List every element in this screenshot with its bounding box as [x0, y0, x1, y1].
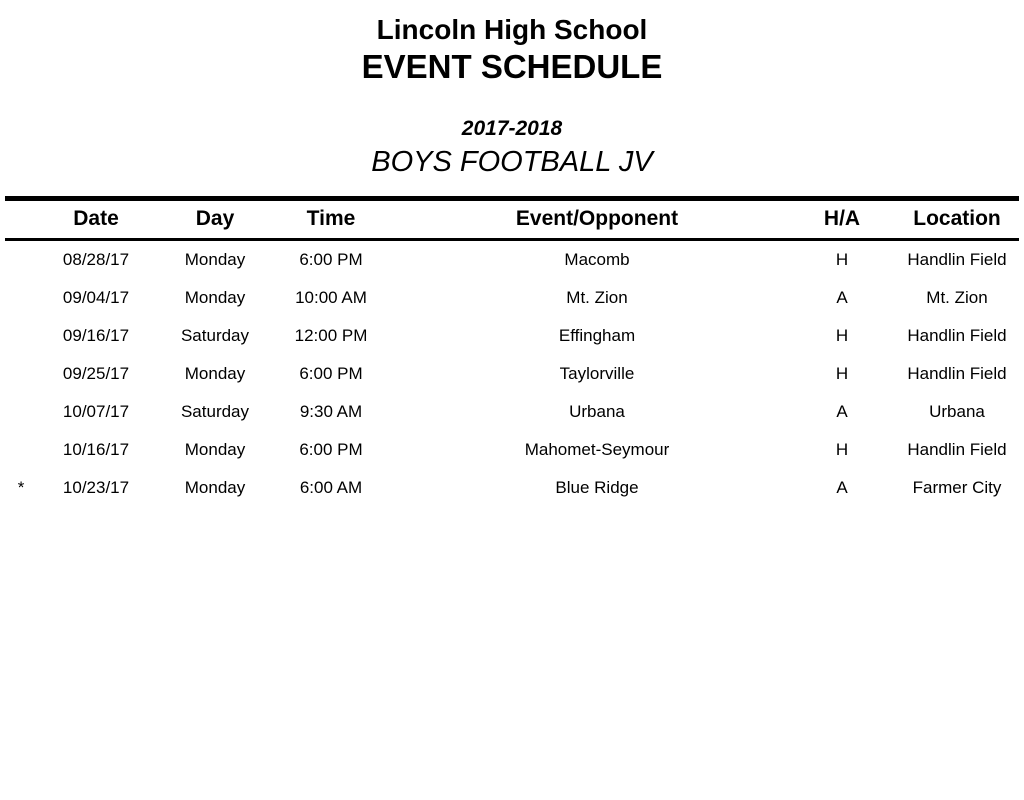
row-day: Saturday [180, 402, 250, 422]
row-day: Monday [184, 440, 246, 460]
row-location: Urbana [929, 402, 985, 422]
column-header-star [5, 201, 37, 238]
column-header-ha: H/A [823, 207, 861, 231]
schedule-body-table [5, 241, 1024, 507]
table-row [5, 393, 1024, 431]
team-label: BOYS FOOTBALL JV [371, 146, 653, 179]
row-time: 10:00 AM [295, 288, 367, 308]
row-event: Macomb [564, 250, 630, 270]
row-day: Monday [184, 288, 246, 308]
row-time: 6:00 PM [299, 250, 363, 270]
row-date: 10/16/17 [62, 440, 130, 460]
row-date: 10/23/17 [62, 478, 130, 498]
row-time: 6:00 PM [299, 364, 363, 384]
table-row [5, 241, 1024, 279]
schedule-table [5, 201, 1024, 238]
table-row [5, 279, 1024, 317]
row-date: 09/04/17 [62, 288, 130, 308]
table-header-row [5, 201, 1024, 238]
column-header-date: Date [73, 207, 119, 231]
row-time: 6:00 PM [299, 440, 363, 460]
row-location: Farmer City [912, 478, 1002, 498]
row-event: Blue Ridge [555, 478, 639, 498]
row-day: Monday [184, 364, 246, 384]
table-row [5, 355, 1024, 393]
row-ha: A [836, 288, 848, 308]
column-header-day: Day [195, 207, 235, 231]
row-star [5, 355, 37, 393]
row-time: 9:30 AM [299, 402, 363, 422]
document-header [0, 0, 1024, 180]
row-location: Handlin Field [907, 440, 1007, 460]
row-event: Mahomet-Seymour [524, 440, 670, 460]
row-star [5, 317, 37, 355]
row-time: 6:00 AM [299, 478, 363, 498]
row-location: Handlin Field [907, 250, 1007, 270]
row-ha: H [835, 440, 849, 460]
row-ha: H [835, 326, 849, 346]
row-location: Mt. Zion [926, 288, 988, 308]
table-row [5, 431, 1024, 469]
row-date: 09/25/17 [62, 364, 130, 384]
row-star [5, 431, 37, 469]
row-star [5, 393, 37, 431]
row-star: * [17, 478, 25, 498]
column-header-time: Time [306, 207, 356, 231]
row-star [5, 279, 37, 317]
table-row [5, 317, 1024, 355]
row-event: Urbana [569, 402, 625, 422]
row-ha: H [835, 250, 849, 270]
row-date: 08/28/17 [62, 250, 130, 270]
row-time: 12:00 PM [294, 326, 368, 346]
row-event: Mt. Zion [566, 288, 628, 308]
row-star [5, 241, 37, 279]
page-title: EVENT SCHEDULE [361, 48, 663, 86]
table-row [5, 469, 1024, 507]
row-event: Effingham [558, 326, 636, 346]
row-ha: A [836, 402, 848, 422]
season-label: 2017-2018 [461, 117, 563, 141]
row-day: Saturday [180, 326, 250, 346]
column-header-location: Location [913, 207, 1001, 231]
row-ha: H [835, 364, 849, 384]
school-name: Lincoln High School [376, 14, 648, 45]
row-event: Taylorville [559, 364, 635, 384]
column-header-event: Event/Opponent [515, 207, 679, 231]
row-day: Monday [184, 250, 246, 270]
schedule-rows [5, 241, 1024, 507]
row-ha: A [836, 478, 848, 498]
row-location: Handlin Field [907, 364, 1007, 384]
row-date: 10/07/17 [62, 402, 130, 422]
row-date: 09/16/17 [62, 326, 130, 346]
row-day: Monday [184, 478, 246, 498]
row-location: Handlin Field [907, 326, 1007, 346]
